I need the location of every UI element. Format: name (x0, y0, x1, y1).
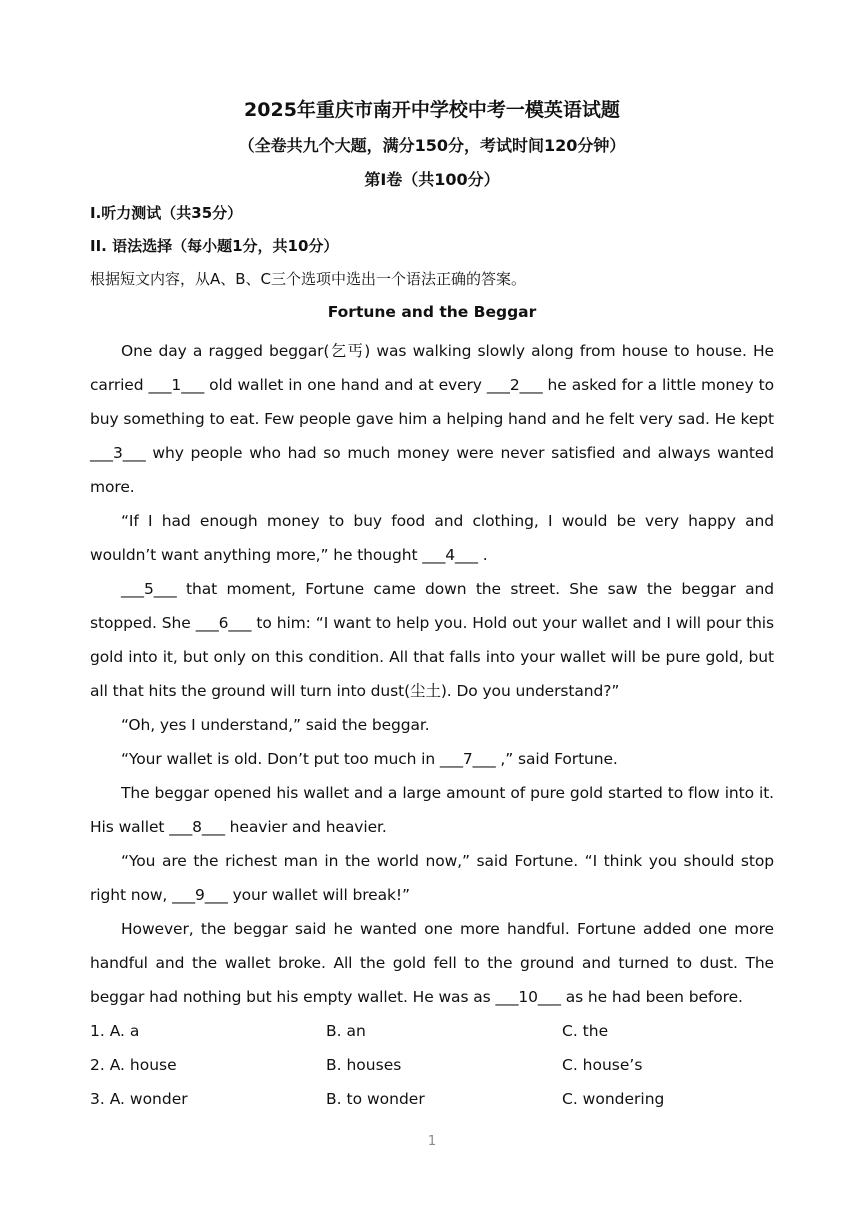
grammar-instruction: 根据短文内容，从A、B、C三个选项中选出一个语法正确的答案。 (90, 270, 527, 288)
passage-paragraph: “Your wallet is old. Don’t put too much in ___7___ ,” said Fortune. (121, 750, 618, 768)
option-c: C. the (562, 1022, 609, 1040)
option-row (90, 1014, 774, 1048)
passage-title: Fortune and the Beggar (327, 303, 537, 321)
exam-title: 2025年重庆市南开中学校中考一模英语试题 (244, 99, 620, 121)
exam-subtitle: （全卷共九个大题，满分150分，考试时间120分钟） (238, 136, 626, 155)
passage-paragraph: “You are the richest man in the world now,” said Fortune. “I think you should stop right now, ___9___ your wallet will break!” (90, 852, 774, 904)
passage-paragraph: “Oh, yes I understand,” said the beggar. (121, 716, 430, 734)
page-number: 1 (427, 1134, 437, 1149)
option-c: C. house’s (562, 1056, 643, 1074)
option-a: 2. A. house (90, 1056, 177, 1074)
exam-page (90, 96, 774, 1116)
grammar-section-heading: II. 语法选择（每小题1分，共10分） (90, 237, 339, 255)
passage-paragraph: One day a ragged beggar(乞丐) was walking slowly along from house to house. He carried ___1___ old wallet in one hand and at every ___2___ he asked for a little money to buy something to eat. Few people gave him a helping hand and he felt very sad. He kept ___3___ why people who had so much money were never satisfied and always wanted more. (90, 342, 774, 496)
passage-body (90, 334, 774, 1014)
passage-paragraph: ___5___ that moment, Fortune came down the street. She saw the beggar and stopped. She ___6___ to him: “I want to help you. Hold out your wallet and I will pour this gold into it, but only on this condition. All that falls into your wallet will be pure gold, but all that hits the ground will turn into dust(尘土). Do you understand?” (90, 580, 774, 700)
volume-heading: 第Ⅰ卷（共100分） (364, 170, 500, 189)
option-row (90, 1048, 774, 1082)
passage-paragraph: “If I had enough money to buy food and clothing, I would be very happy and wouldn’t want anything more,” he thought ___4___ . (90, 512, 774, 564)
passage-paragraph: The beggar opened his wallet and a large amount of pure gold started to flow into it. His wallet ___8___ heavier and heavier. (90, 784, 774, 836)
listening-section-heading: I.听力测试（共35分） (90, 204, 243, 222)
option-b: B. an (326, 1022, 366, 1040)
option-a: 1. A. a (90, 1022, 140, 1040)
option-b: B. to wonder (326, 1090, 425, 1108)
option-b: B. houses (326, 1056, 402, 1074)
option-row (90, 1082, 774, 1116)
option-c: C. wondering (562, 1090, 665, 1108)
answer-options (90, 1014, 774, 1116)
option-a: 3. A. wonder (90, 1090, 188, 1108)
passage-paragraph: However, the beggar said he wanted one more handful. Fortune added one more handful and the wallet broke. All the gold fell to the ground and turned to dust. The beggar had nothing but his empty wallet. He was as ___10___ as he had been before. (90, 920, 774, 1006)
